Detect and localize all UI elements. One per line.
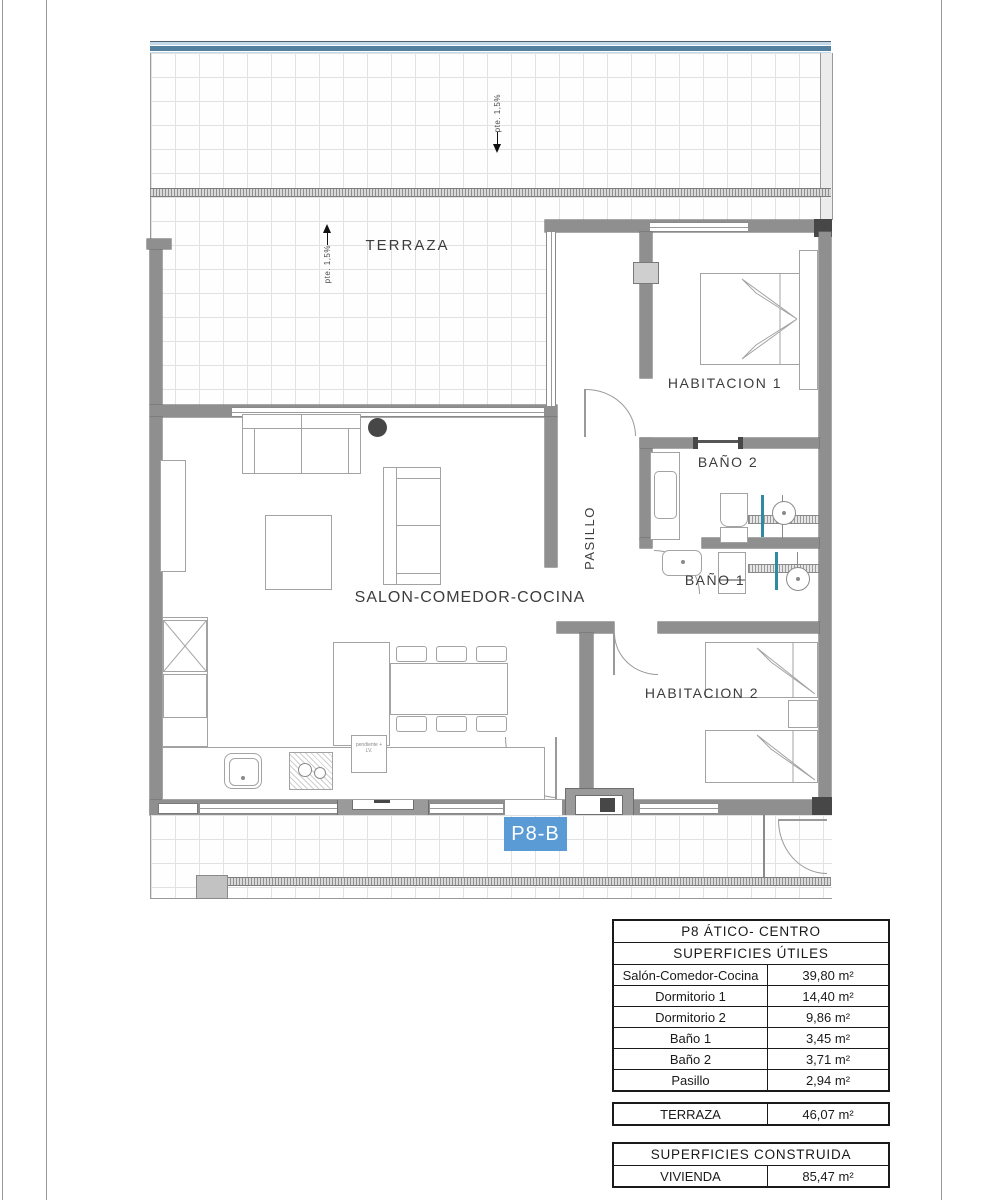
wash-basin <box>654 471 677 519</box>
dishwasher-space <box>351 735 387 773</box>
row-label: Salón-Comedor-Cocina <box>614 965 768 985</box>
shower-head <box>786 567 810 591</box>
kitchen-peninsula <box>333 642 390 746</box>
sofa-line <box>396 478 440 479</box>
table-title: P8 ÁTICO- CENTRO <box>681 924 821 939</box>
door-swing-arc <box>614 633 658 675</box>
window <box>200 803 345 814</box>
window <box>430 803 503 814</box>
slope-text: pte. 1,5% <box>322 245 332 284</box>
porch-step-inner <box>575 795 623 815</box>
table-row <box>614 1006 888 1027</box>
dining-table <box>390 663 508 715</box>
terrace-divider <box>763 815 765 877</box>
sheet-border-line <box>46 0 47 1200</box>
arrow-up-icon <box>323 224 331 233</box>
sofa <box>242 414 361 474</box>
row-label: Dormitorio 2 <box>614 1007 768 1027</box>
built-area-table <box>612 1142 890 1188</box>
wall <box>819 232 831 815</box>
sliding-door-track <box>698 440 738 443</box>
arrow-down-icon <box>493 144 501 153</box>
row-value: 46,07 m² <box>802 1106 854 1122</box>
table-row <box>614 1104 888 1124</box>
sofa-line <box>301 415 302 473</box>
row-label: Baño 2 <box>614 1049 768 1069</box>
wall <box>658 622 819 633</box>
door-leaf <box>613 633 615 675</box>
wall-corner-block <box>812 797 832 815</box>
wall <box>150 245 162 405</box>
row-value: 2,94 m² <box>805 1072 851 1088</box>
kitchen-appliance <box>163 620 207 672</box>
railing-post <box>196 875 228 899</box>
row-value: 3,71 m² <box>805 1051 851 1067</box>
sofa-line <box>396 525 440 526</box>
table-row <box>614 1165 888 1186</box>
room-label-bano-1: BAÑO 1 <box>684 572 746 588</box>
table-row <box>614 985 888 1006</box>
chair <box>436 646 467 662</box>
door-leaf <box>584 389 586 437</box>
table-row <box>614 964 888 985</box>
nightstand <box>788 700 818 728</box>
kitchen-appliance <box>163 674 207 718</box>
door-opening <box>505 800 562 815</box>
chair <box>396 716 427 732</box>
pillar-block <box>600 798 615 812</box>
terrace-drain-strip <box>150 188 831 197</box>
sink-basin <box>229 758 259 786</box>
dishwasher-note: pendiente + LV. <box>355 742 383 754</box>
window <box>650 222 748 232</box>
coffee-table <box>265 515 332 590</box>
toilet <box>720 493 748 527</box>
table-row <box>614 1027 888 1048</box>
room-label-salon: SALON-COMEDOR-COCINA <box>354 589 586 606</box>
sink-drain <box>241 776 245 780</box>
chair <box>476 716 507 732</box>
sheet-border-line <box>2 0 3 1200</box>
room-label-terraza: TERRAZA <box>365 237 450 254</box>
door-jamb <box>738 437 743 449</box>
hob-burner <box>298 763 312 777</box>
room-label-pasillo: PASILLO <box>582 506 597 570</box>
sheet-border-line <box>941 0 942 1200</box>
row-value: 9,86 m² <box>805 1009 851 1025</box>
row-value: 39,80 m² <box>802 967 854 983</box>
table-title: SUPERFICIES CONSTRUIDA <box>650 1147 852 1162</box>
sink <box>224 753 262 789</box>
row-label: Baño 1 <box>614 1028 768 1048</box>
row-label: VIVIENDA <box>614 1166 768 1186</box>
terrace-railing <box>200 877 831 886</box>
row-label: TERRAZA <box>614 1104 768 1124</box>
chair <box>396 646 427 662</box>
window <box>640 803 718 814</box>
table-subtitle: SUPERFICIES ÚTILES <box>614 942 888 964</box>
appliance-x-icon <box>164 621 206 671</box>
table-row <box>614 1048 888 1069</box>
sofa-line <box>396 468 397 584</box>
row-label: Pasillo <box>614 1070 768 1090</box>
wall <box>740 438 819 448</box>
slope-annotation <box>316 224 338 283</box>
arrow-shaft <box>497 132 498 144</box>
wall <box>580 633 593 800</box>
window <box>158 803 198 814</box>
slope-text: pte. 1,5% <box>492 94 502 133</box>
slope-annotation <box>486 94 508 153</box>
shower-head-dot <box>796 577 800 581</box>
hob-burner <box>314 767 326 779</box>
wall <box>557 622 614 633</box>
door-leaf <box>778 819 827 821</box>
sofa-line <box>396 573 440 574</box>
terrace-tiles-bottom <box>150 815 832 899</box>
shower-head-dot <box>782 511 786 515</box>
table-row <box>614 1069 888 1090</box>
sideboard <box>160 460 186 572</box>
door-leaf <box>555 737 557 799</box>
chair <box>436 716 467 732</box>
row-value: 14,40 m² <box>802 988 854 1004</box>
wall <box>545 417 557 567</box>
sofa-line <box>348 428 349 473</box>
door-jamb <box>693 437 698 449</box>
sofa-line <box>254 428 255 473</box>
column <box>368 418 387 437</box>
shower-screen <box>761 495 764 537</box>
room-label-bano-2: BAÑO 2 <box>697 454 759 470</box>
toilet-cistern <box>720 527 748 543</box>
wall <box>640 232 652 378</box>
arrow-shaft <box>327 233 328 245</box>
chair <box>476 646 507 662</box>
single-bed <box>705 730 818 783</box>
terraza-table <box>612 1102 890 1126</box>
row-value: 3,45 m² <box>805 1030 851 1046</box>
double-bed <box>700 273 800 365</box>
areas-table <box>612 919 890 1092</box>
sofa <box>383 467 441 585</box>
row-label: Dormitorio 1 <box>614 986 768 1006</box>
headboard-unit <box>799 250 818 390</box>
hob <box>289 752 333 790</box>
unit-badge: P8-B <box>504 817 567 851</box>
room-label-habitacion-2: HABITACION 2 <box>644 685 760 701</box>
room-label-habitacion-1: HABITACION 1 <box>667 375 783 391</box>
row-value: 85,47 m² <box>802 1168 854 1184</box>
glass-door <box>546 232 556 406</box>
wall <box>640 438 696 448</box>
shaft-box <box>633 262 659 284</box>
basin-drain <box>681 560 685 564</box>
shower-head <box>772 501 796 525</box>
wall <box>147 239 171 249</box>
